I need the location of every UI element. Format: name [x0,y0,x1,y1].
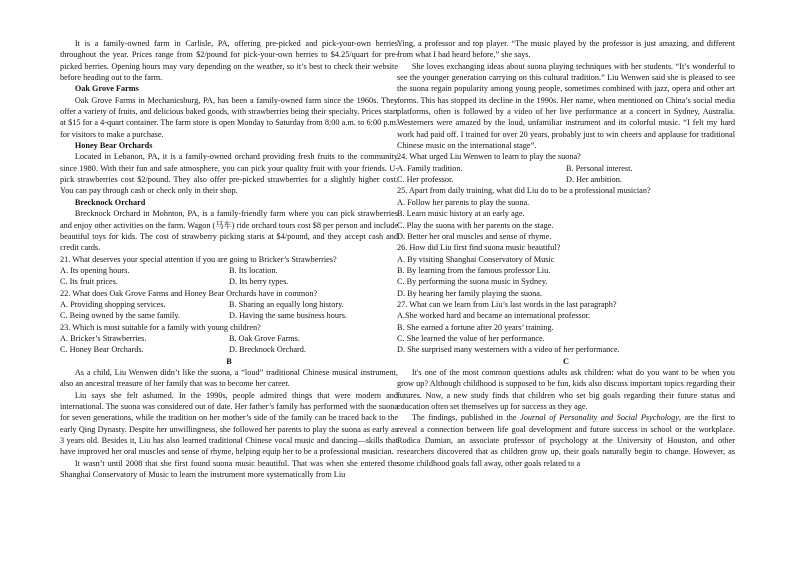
option: D. Her ambition. [566,175,622,185]
option: A. Bricker’s Strawberries. [60,333,147,343]
question-24: 24. What urged Liu Wenwen to learn to play the suona? [397,152,581,162]
option: B. By learning from the famous professor Liu. [397,265,551,275]
option: B. Sharing an equally long history. [229,299,344,309]
option: A. Its opening hours. [60,265,130,275]
question-26: 26. How did Liu first find suona music beautiful? [397,243,561,253]
options-row [60,299,398,310]
option: C. She learned the value of her performance. [397,333,545,343]
options-row [397,163,735,174]
section-heading-b: B [226,356,232,366]
paragraph: Liu says she felt ashamed. In the 1990s, people admired things that were modern and international. The suona was considered out of date. Her father’s family has performed with the suona for seven generations, while the tradition on her mother’s side of the family can be traced back to the early Qing Dynasty. Despite her unwillingness, she followed her parents to play the suona as early as 3 years old. Besides it, Liu has also learned traditional Chinese vocal music and dancing—skills that have improved her oral muscles and sense of rhyme, helping equip her to be a professional musician. [60,390,398,457]
option: D. Better her oral muscles and sense of rhyme. [397,231,552,241]
heading-honey-bear: Honey Bear Orchards [74,141,153,151]
option: B. Its location. [229,265,278,275]
option: A. Family tradition. [397,163,463,173]
paragraph: It's one of the most common questions adults ask children: what do you want to be when you grow up? Although childhood is supposed to be fun, kids also discuss important topics regarding their futures. Now, a new study finds that children who set big goals regarding their future status and education often set themselves up for success as they age. [397,367,735,411]
option: A. Follow her parents to play the suona. [397,197,530,207]
option: C. Play the suona with her parents on the stage. [397,220,554,230]
option: C. Its fruit prices. [60,277,118,287]
paragraph [397,412,735,469]
heading-brecknock: Brecknock Orchard [74,197,146,207]
option: B. Oak Grove Farms. [229,333,300,343]
paragraph: Brecknock Orchard in Mohnton, PA, is a family-friendly farm where you can pick strawberries and enjoy other activities on the farm. Wagon (马车) ride orchard tours cost $8 per person and include beautiful toys for kids. The cost of strawberry picking starts at $4/pound, and they accept cash and credit cards. [60,209,398,253]
paragraph: As a child, Liu Wenwen didn’t like the suona, a “loud” traditional Chinese musical instrument, also an ancestral treasure of her family that was to become her career. [60,367,398,389]
option: C. Her professor. [397,175,454,185]
option: A. By visiting Shanghai Conservatory of Music [397,254,555,264]
paragraph: Located in Lebanon, PA, it is a family-owned orchard providing fresh fruits to the community since 1980. With their fun and safe atmosphere, you can pick your quality fruit with your friends. U-pick strawberries cost $2/pound. They also offer pre-picked strawberries for a slightly higher cost. You can pay through cash or check only in their shop. [60,152,398,196]
paragraph-text: The findings, published in the [411,413,521,423]
option: C. Being owned by the same family. [60,311,180,321]
paragraph: Oak Grove Farms in Mechanicsburg, PA, has been a family-owned farm since the 1960s. They offer a variety of fruits, and delicious baked goods, with strawberries being their specialty. Prices start at $15 for a 4-quart container. The farm store is open Monday to Saturday from 8:00 a.m. to 6:00 p.m. for visitors to make a purchase. [60,95,398,139]
option: B. Learn music history at an early age. [397,209,525,219]
options-row [60,276,398,287]
paragraph: Ying, a professor and top player. “The music played by the professor is just amazing, and different from what I had heard before,” she says. [397,39,735,60]
option: B. She earned a fortune after 20 years’ training. [397,322,554,332]
options-row [60,265,398,276]
option: D. Having the same business hours. [229,311,348,321]
option: D. She surprised many westerners with a video of her performance. [397,345,620,355]
heading-oak-grove: Oak Grove Farms [74,84,139,94]
left-column [60,38,398,480]
option: B. Personal interest. [566,163,633,173]
paragraph: It wasn’t until 2008 that she first found suona music beautiful. That was when she entered the Shanghai Conservatory of Music to learn the instrument more systematically from Liu [60,458,398,480]
question-25: 25. Apart from daily training, what did Liu do to be a professional musician? [397,186,651,196]
section-heading-c: C [563,356,569,366]
options-row [60,310,398,321]
paragraph: It is a family-owned farm in Carlisle, PA, offering pre-picked and pick-your-own berries throughout the year. Prices range from $2/pound for pick-your-own berries to $4.25/quart for pre-picked berries. Opening hours may vary depending on the weather, so it’s best to check their website before heading out to the farm. [60,39,398,83]
option: A.She worked hard and became an international professor. [397,311,591,321]
right-column [397,38,735,469]
journal-title: Journal of Personality and Social Psychology [520,413,679,423]
options-row [397,174,735,185]
paragraph-text: , are the first to reveal a connection between life goal development and future success in school or the workplace. Rodica Damian, an associate professor of psychology at the University of Houston, and other researchers discovered that as children grow up, their goals naturally begin to change. However, as some childhood goals fall away, other goals related to a [397,413,736,468]
question-22: 22. What does Oak Grove Farms and Honey Bear Orchards have in common? [60,288,318,298]
option: C. By performing the suona music in Sydney. [397,277,548,287]
options-row [60,344,398,355]
option: C. Honey Bear Orchards. [60,345,144,355]
option: A. Providing shopping services. [60,299,166,309]
option: D. Its berry types. [229,277,289,287]
question-21: 21. What deserves your special attention if you are going to Bricker’s Strawberries? [60,254,337,264]
paragraph: She loves exchanging ideas about suona playing techniques with her students. “It’s wonderful to see the younger generation carrying on this cultural tradition.” Liu Wenwen said she is pleased to see the suona regain popularity among young people, sometimes combined with jazz, opera and other art forms. This has stopped its decline in the 1990s. Her name, when mentioned on China’s social media platforms, often is followed by a video of her live performance at a concert in Sydney, Australia. Westerners were amazed by the loud, unfamiliar instrument and its colorful music. “I felt my hard work had paid off. I trained for over 20 years, probably just to win cheers and applause for traditional Chinese music on the international stage”. [397,61,735,151]
option: D. By hearing her family playing the suona. [397,288,543,298]
question-23: 23. Which is most suitable for a family with young children? [60,322,261,332]
option: D. Brecknock Orchard. [229,345,306,355]
options-row [60,333,398,344]
question-27: 27. What can we learn from Liu’s last words in the last paragraph? [397,299,617,309]
